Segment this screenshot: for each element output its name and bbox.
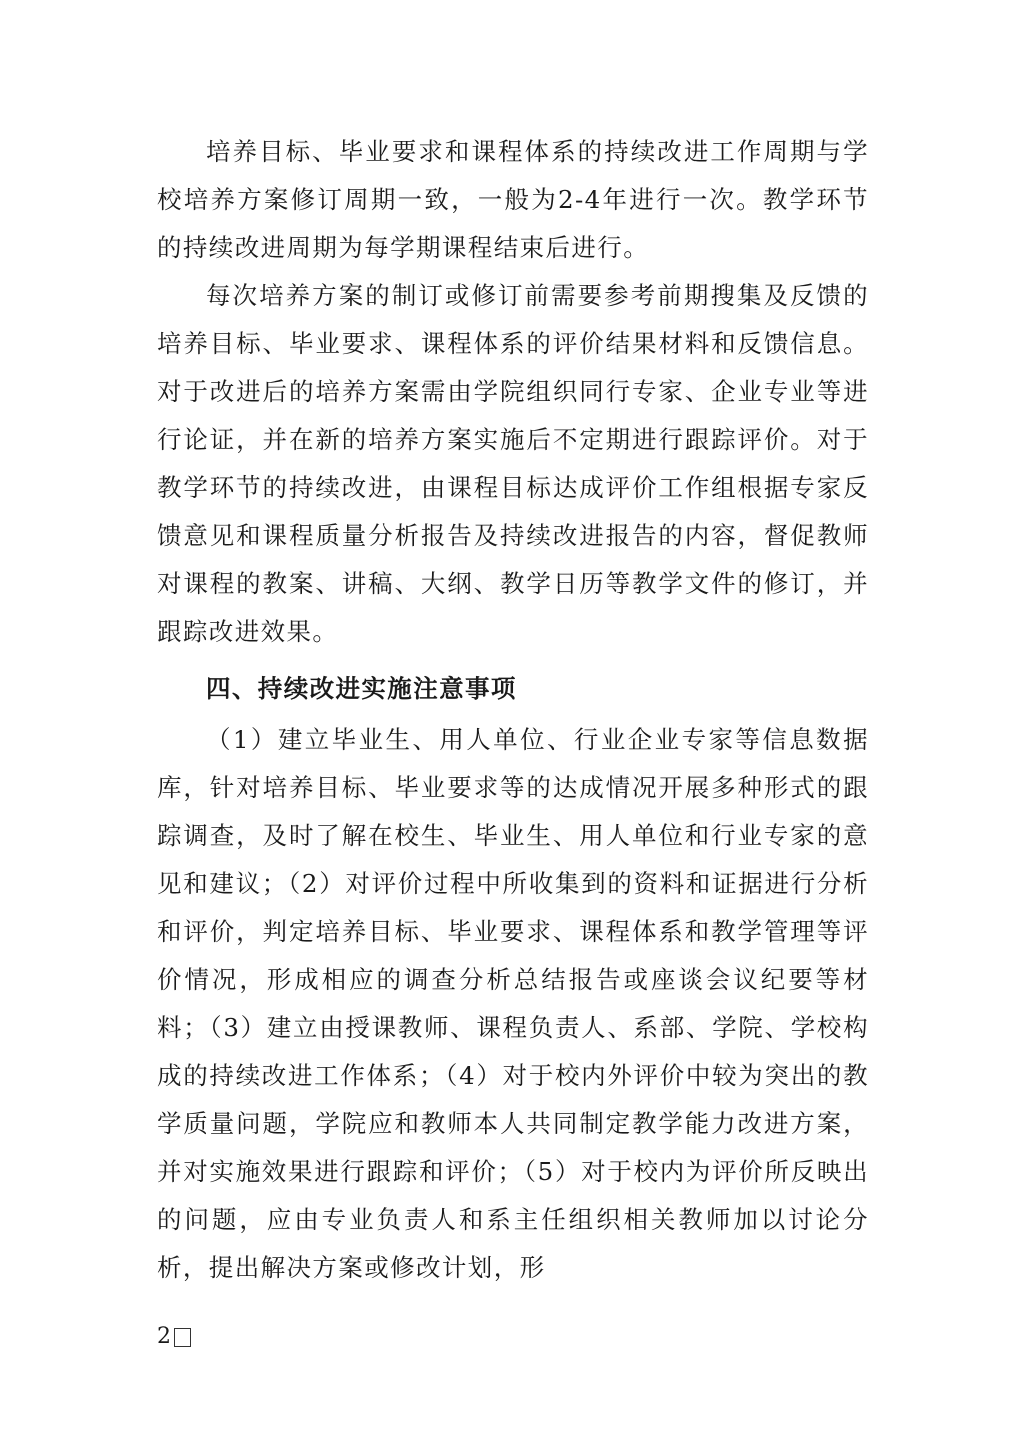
footer-box-icon (174, 1328, 191, 1347)
paragraph-cycle: 培养目标、毕业要求和课程体系的持续改进工作周期与学校培养方案修订周期一致，一般为2-4年进行一次。教学环节的持续改进周期为每学期课程结束后进行。 (157, 137, 869, 262)
paragraph-notes: （1）建立毕业生、用人单位、行业企业专家等信息数据库，针对培养目标、毕业要求等的达成情况开展多种形式的跟踪调查，及时了解在校生、毕业生、用人单位和行业专家的意见和建议；（2）对评价过程中所收集到的资料和证据进行分析和评价，判定培养目标、毕业要求、课程体系和教学管理等评价情况，形成相应的调查分析总结报告或座谈会议纪要等材料；（3）建立由授课教师、课程负责人、系部、学院、学校构成的持续改进工作体系；（4）对于校内外评价中较为突出的教学质量问题，学院应和教师本人共同制定教学能力改进方案，并对实施效果进行跟踪和评价；（5）对于校内为评价所反映出的问题，应由专业负责人和系主任组织相关教师加以讨论分析，提出解决方案或修改计划，形 (157, 725, 869, 1282)
page-footer (157, 1322, 191, 1352)
page-number: 2 (157, 1324, 171, 1349)
paragraph-revision: 每次培养方案的制订或修订前需要参考前期搜集及反馈的培养目标、毕业要求、课程体系的评价结果材料和反馈信息。对于改进后的培养方案需由学院组织同行专家、企业专业等进行论证，并在新的培养方案实施后不定期进行跟踪评价。对于教学环节的持续改进，由课程目标达成评价工作组根据专家反馈意见和课程质量分析报告及持续改进报告的内容，督促教师对课程的教案、讲稿、大纲、教学日历等教学文件的修订，并跟踪改进效果。 (157, 281, 869, 646)
document-page (157, 128, 869, 1292)
section-heading: 四、持续改进实施注意事项 (206, 674, 517, 703)
